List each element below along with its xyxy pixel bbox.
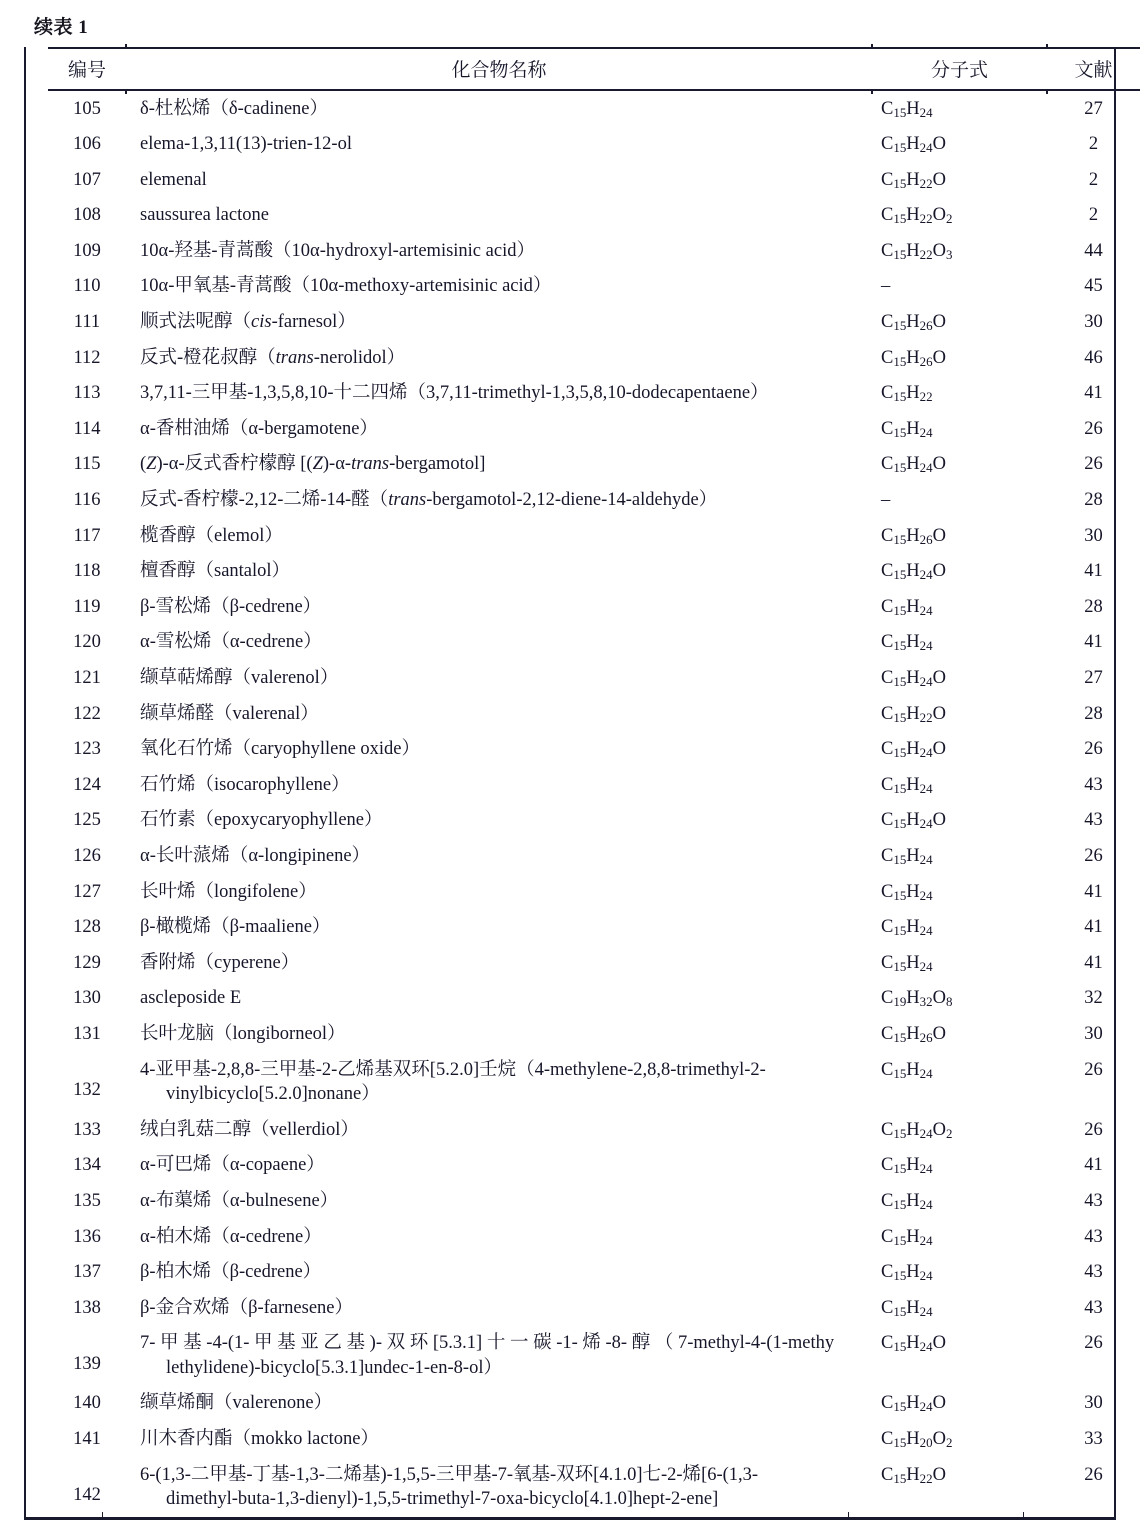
cell-no: 142 bbox=[73, 1485, 101, 1506]
cell-formula: $C_{15}H_{24}$ bbox=[881, 917, 933, 938]
cell-formula: $C_{15}H_{24}$ bbox=[881, 1059, 933, 1081]
cell-no: 106 bbox=[73, 134, 101, 155]
cell-compound-name: (Z)-α-反式香柠檬醇 [(Z)-α-trans-bergamotol] bbox=[140, 454, 486, 475]
table-left-border bbox=[24, 47, 26, 1517]
cell-compound-name: β-柏木烯（β-cedrene） bbox=[140, 1262, 322, 1283]
table-row bbox=[48, 518, 1140, 554]
cell-compound-name: 香附烯（cyperene） bbox=[140, 952, 300, 973]
cell-no: 126 bbox=[73, 845, 101, 866]
cell-no: 107 bbox=[73, 169, 101, 190]
table-row bbox=[48, 1016, 1140, 1052]
table-row bbox=[48, 447, 1140, 483]
cell-no: 120 bbox=[73, 632, 101, 653]
cell-reference: 41 bbox=[1084, 881, 1103, 902]
column-header-no: 编号 bbox=[48, 48, 126, 90]
cell-reference: 2 bbox=[1088, 205, 1099, 226]
table-row bbox=[48, 233, 1140, 269]
table-row bbox=[48, 554, 1140, 590]
cell-compound-name: 10α-甲氧基-青蒿酸（10α-methoxy-artemisinic acid） bbox=[140, 276, 552, 297]
cell-no: 132 bbox=[73, 1080, 101, 1101]
table-row bbox=[48, 1386, 1140, 1422]
cell-reference: 33 bbox=[1084, 1429, 1103, 1450]
table-row bbox=[48, 945, 1140, 981]
cell-no: 119 bbox=[73, 596, 101, 617]
cell-compound-name: α-香柑油烯（α-bergamotene） bbox=[140, 418, 378, 439]
cell-formula: $C_{15}H_{24}$ bbox=[881, 1155, 933, 1177]
table-header bbox=[48, 48, 1140, 90]
cell-formula: $C_{15}H_{24}$ bbox=[881, 1297, 933, 1319]
cell-reference: 30 bbox=[1084, 1023, 1103, 1044]
cell-no: 135 bbox=[73, 1190, 101, 1211]
cell-reference: 30 bbox=[1084, 1393, 1103, 1414]
table-row bbox=[48, 1457, 1140, 1517]
cell-reference: 26 bbox=[1084, 454, 1103, 475]
cell-formula: $C_{15}H_{24}O$ bbox=[881, 810, 946, 832]
cell-formula: $C_{15}H_{22}O$ bbox=[881, 169, 946, 191]
cell-reference: 2 bbox=[1088, 134, 1099, 155]
table-row bbox=[48, 1148, 1140, 1184]
cell-compound-name: 绒白乳菇二醇（vellerdiol） bbox=[140, 1119, 359, 1140]
cell-reference: 26 bbox=[1084, 739, 1103, 760]
cell-no: 140 bbox=[73, 1393, 101, 1414]
cell-no: 112 bbox=[73, 347, 101, 368]
cell-compound-name: 石竹烯（isocarophyllene） bbox=[140, 774, 350, 795]
cell-formula: $C_{15}H_{26}O$ bbox=[881, 1023, 946, 1045]
table-row bbox=[48, 305, 1140, 341]
table-right-border bbox=[1114, 47, 1116, 1517]
cell-reference: 28 bbox=[1084, 490, 1103, 511]
cell-compound-name: 10α-羟基-青蒿酸（10α-hydroxyl-artemisinic acid） bbox=[140, 240, 535, 261]
cell-reference: 30 bbox=[1084, 312, 1103, 333]
cell-compound-name: 氧化石竹烯（caryophyllene oxide） bbox=[140, 739, 421, 760]
cell-formula: $C_{19}H_{32}O_8$ bbox=[881, 988, 953, 1010]
cell-compound-name: β-雪松烯（β-cedrene） bbox=[140, 596, 322, 617]
cell-compound-name: α-长叶蒎烯（α-longipinene） bbox=[140, 845, 371, 866]
cell-reference: 43 bbox=[1084, 1297, 1103, 1318]
table-row bbox=[48, 767, 1140, 803]
cell-no: 122 bbox=[73, 703, 101, 724]
cell-compound-name: β-橄榄烯（β-maaliene） bbox=[140, 917, 331, 938]
table-row bbox=[48, 1219, 1140, 1255]
cell-no: 133 bbox=[73, 1119, 101, 1140]
cell-no: 128 bbox=[73, 917, 101, 938]
table-row bbox=[48, 1052, 1140, 1112]
cell-no: 131 bbox=[73, 1023, 101, 1044]
compound-name-line2: lethylidene)-bicyclo[5.3.1]undec-1-en-8-ol） bbox=[166, 1357, 502, 1378]
cell-reference: 44 bbox=[1084, 240, 1103, 261]
table-bottom-border bbox=[24, 1517, 1116, 1519]
compound-name-line1: 7- 甲 基 -4-(1- 甲 基 亚 乙 基 )- 双 环 [5.3.1] 十 一 碳 -1- 烯 -8- 醇 （ 7-methyl-4-(1-methy bbox=[140, 1333, 835, 1354]
cell-formula: $C_{15}H_{24}O$ bbox=[881, 668, 946, 689]
table-row bbox=[48, 589, 1140, 625]
cell-no: 121 bbox=[73, 668, 101, 688]
cell-formula: $C_{15}H_{20}O_2$ bbox=[881, 1429, 953, 1450]
cell-no: 110 bbox=[73, 276, 101, 297]
cell-formula: $C_{15}H_{24}O$ bbox=[881, 134, 946, 155]
cell-no: 109 bbox=[73, 240, 101, 261]
cell-compound-name: 长叶龙脑（longiborneol） bbox=[140, 1023, 346, 1044]
cell-formula: $C_{15}H_{24}$ bbox=[881, 632, 933, 654]
cell-compound-name: δ-杜松烯（δ-cadinene） bbox=[140, 98, 328, 119]
table-row bbox=[48, 1326, 1140, 1386]
cell-reference: 43 bbox=[1084, 1190, 1103, 1211]
cell-formula: $C_{15}H_{24}$ bbox=[881, 596, 933, 618]
cell-compound-name: 缬草烯酮（valerenone） bbox=[140, 1393, 333, 1414]
cell-no: 116 bbox=[73, 490, 101, 511]
cell-compound-name: β-金合欢烯（β-farnesene） bbox=[140, 1297, 354, 1318]
cell-reference: 43 bbox=[1084, 1262, 1103, 1283]
cell-reference: 2 bbox=[1088, 169, 1099, 190]
cell-compound-name: 榄香醇（elemol） bbox=[140, 525, 283, 546]
table-row bbox=[48, 411, 1140, 447]
cell-no: 108 bbox=[73, 205, 101, 226]
cell-no: 117 bbox=[73, 525, 101, 546]
cell-compound-name: 缬草萜烯醇（valerenol） bbox=[140, 668, 339, 688]
cell-no: 138 bbox=[73, 1297, 101, 1318]
cell-reference: 26 bbox=[1084, 1464, 1103, 1485]
cell-formula: $C_{15}H_{24}$ bbox=[881, 1262, 933, 1283]
cell-formula: $C_{15}H_{24}O$ bbox=[881, 1393, 946, 1415]
table-row bbox=[48, 1255, 1140, 1291]
table-row bbox=[48, 803, 1140, 839]
cell-compound-name: ascleposide E bbox=[140, 988, 242, 1009]
table-row bbox=[48, 483, 1140, 519]
column-header-compound-name: 化合物名称 bbox=[126, 48, 872, 90]
bottom-tick-2 bbox=[848, 1512, 849, 1517]
table-row bbox=[48, 127, 1140, 163]
cell-no: 129 bbox=[73, 952, 101, 973]
table-body bbox=[48, 90, 1140, 1517]
cell-no: 134 bbox=[73, 1155, 101, 1176]
cell-reference: 43 bbox=[1084, 810, 1103, 831]
cell-formula: $C_{15}H_{22}$ bbox=[881, 383, 933, 405]
cell-no: 137 bbox=[73, 1262, 101, 1283]
cell-compound-name bbox=[126, 1326, 872, 1386]
cell-compound-name: 顺式法呢醇（cis-farnesol） bbox=[140, 312, 356, 333]
cell-compound-name bbox=[126, 1052, 872, 1112]
cell-formula: – bbox=[881, 276, 891, 297]
cell-reference: 28 bbox=[1084, 703, 1103, 724]
table-row bbox=[48, 269, 1140, 305]
table-row bbox=[48, 198, 1140, 234]
cell-formula: – bbox=[881, 490, 891, 511]
table-row bbox=[48, 874, 1140, 910]
table-row bbox=[48, 625, 1140, 661]
cell-compound-name: saussurea lactone bbox=[140, 205, 269, 226]
cell-formula: $C_{15}H_{22}O$ bbox=[881, 703, 946, 725]
cell-reference: 28 bbox=[1084, 596, 1103, 617]
cell-reference: 41 bbox=[1084, 561, 1103, 582]
cell-reference: 43 bbox=[1084, 774, 1103, 795]
cell-reference: 41 bbox=[1084, 1155, 1103, 1176]
compound-table bbox=[48, 47, 1140, 1517]
cell-reference: 27 bbox=[1084, 668, 1103, 688]
cell-compound-name: 缬草烯醛（valerenal） bbox=[140, 703, 319, 724]
cell-no: 123 bbox=[73, 739, 101, 760]
column-header-formula: 分子式 bbox=[872, 48, 1047, 90]
continuation-table-label: 续表 1 bbox=[34, 17, 89, 38]
cell-reference: 41 bbox=[1084, 383, 1103, 404]
table-row bbox=[48, 90, 1140, 127]
bottom-tick-3 bbox=[1023, 1512, 1024, 1517]
cell-formula: $C_{15}H_{26}O$ bbox=[881, 347, 946, 369]
cell-formula: $C_{15}H_{24}$ bbox=[881, 1226, 933, 1248]
cell-compound-name: α-可巴烯（α-copaene） bbox=[140, 1155, 325, 1176]
table-header-row bbox=[48, 48, 1140, 90]
cell-reference: 26 bbox=[1084, 1059, 1103, 1080]
cell-formula: $C_{15}H_{22}O_2$ bbox=[881, 205, 953, 227]
compound-name-line2: vinylbicyclo[5.2.0]nonane） bbox=[166, 1084, 380, 1105]
cell-formula: $C_{15}H_{24}O_2$ bbox=[881, 1119, 953, 1141]
cell-compound-name: 川木香内酯（mokko lactone） bbox=[140, 1429, 379, 1450]
table-row bbox=[48, 910, 1140, 946]
cell-no: 130 bbox=[73, 988, 101, 1009]
cell-formula: $C_{15}H_{26}O$ bbox=[881, 525, 946, 547]
cell-reference: 43 bbox=[1084, 1226, 1103, 1247]
cell-reference: 41 bbox=[1084, 952, 1103, 973]
cell-compound-name: elema-1,3,11(13)-trien-12-ol bbox=[140, 134, 352, 155]
table-frame bbox=[24, 47, 1116, 1517]
cell-compound-name: 反式-橙花叔醇（trans-nerolidol） bbox=[140, 347, 406, 368]
cell-reference: 26 bbox=[1084, 418, 1103, 439]
cell-formula: $C_{15}H_{24}$ bbox=[881, 418, 933, 440]
cell-formula: $C_{15}H_{24}$ bbox=[881, 845, 933, 867]
cell-reference: 41 bbox=[1084, 917, 1103, 938]
cell-no: 141 bbox=[73, 1429, 101, 1450]
table-row bbox=[48, 1183, 1140, 1219]
column-header-reference: 文献 bbox=[1047, 48, 1140, 90]
cell-no: 113 bbox=[73, 383, 101, 404]
cell-formula: $C_{15}H_{24}$ bbox=[881, 952, 933, 974]
cell-no: 124 bbox=[73, 774, 101, 795]
bottom-tick-1 bbox=[102, 1512, 103, 1517]
cell-no: 105 bbox=[73, 98, 101, 119]
cell-no: 125 bbox=[73, 810, 101, 831]
table-row bbox=[48, 1290, 1140, 1326]
table-row bbox=[48, 696, 1140, 732]
cell-reference: 26 bbox=[1084, 1333, 1103, 1354]
cell-formula: $C_{15}H_{26}O$ bbox=[881, 312, 946, 333]
cell-compound-name: 檀香醇（santalol） bbox=[140, 561, 291, 582]
cell-formula: $C_{15}H_{24}$ bbox=[881, 774, 933, 796]
table-row bbox=[48, 838, 1140, 874]
cell-compound-name: 反式-香柠檬-2,12-二烯-14-醛（trans-bergamotol-2,12-diene-14-aldehyde） bbox=[140, 490, 718, 511]
cell-formula: $C_{15}H_{24}O$ bbox=[881, 454, 946, 476]
cell-formula: $C_{15}H_{24}$ bbox=[881, 1190, 933, 1212]
cell-no: 114 bbox=[73, 418, 101, 439]
cell-compound-name: elemenal bbox=[140, 169, 207, 190]
cell-reference: 26 bbox=[1084, 845, 1103, 866]
cell-formula: $C_{15}H_{24}$ bbox=[881, 881, 933, 903]
cell-compound-name bbox=[126, 1457, 872, 1517]
cell-reference: 27 bbox=[1084, 98, 1103, 119]
table-row bbox=[48, 376, 1140, 412]
cell-compound-name: α-雪松烯（α-cedrene） bbox=[140, 632, 322, 653]
cell-reference: 45 bbox=[1084, 276, 1103, 297]
compound-name-line1: 6-(1,3-二甲基-丁基-1,3-二烯基)-1,5,5-三甲基-7-氧基-双环[4.1.0]七-2-烯[6-(1,3- bbox=[140, 1464, 759, 1485]
compound-name-line2: dimethyl-buta-1,3-dienyl)-1,5,5-trimethyl-7-oxa-bicyclo[4.1.0]hept-2-ene] bbox=[166, 1489, 719, 1510]
cell-formula: $C_{15}H_{22}O$ bbox=[881, 1464, 946, 1486]
table-row bbox=[48, 732, 1140, 768]
compound-name-line1: 4-亚甲基-2,8,8-三甲基-2-乙烯基双环[5.2.0]壬烷（4-methylene-2,8,8-trimethyl-2- bbox=[140, 1059, 766, 1080]
cell-reference: 32 bbox=[1084, 988, 1103, 1009]
cell-no: 136 bbox=[73, 1226, 101, 1247]
cell-no: 111 bbox=[73, 312, 101, 333]
cell-reference: 26 bbox=[1084, 1119, 1103, 1140]
table-row bbox=[48, 340, 1140, 376]
table-row bbox=[48, 661, 1140, 697]
cell-compound-name: 3,7,11-三甲基-1,3,5,8,10-十二四烯（3,7,11-trimethyl-1,3,5,8,10-dodecapentaene） bbox=[140, 383, 769, 404]
table-row bbox=[48, 1422, 1140, 1458]
cell-formula: $C_{15}H_{24}O$ bbox=[881, 1333, 946, 1355]
cell-no: 115 bbox=[73, 454, 101, 475]
cell-formula: $C_{15}H_{24}$ bbox=[881, 98, 933, 120]
cell-formula: $C_{15}H_{24}O$ bbox=[881, 561, 946, 583]
cell-no: 127 bbox=[73, 881, 101, 902]
table-row bbox=[48, 1112, 1140, 1148]
cell-compound-name: 长叶烯（longifolene） bbox=[140, 881, 317, 902]
cell-reference: 30 bbox=[1084, 525, 1103, 546]
cell-compound-name: α-布蕖烯（α-bulnesene） bbox=[140, 1190, 339, 1211]
cell-compound-name: 石竹素（epoxycaryophyllene） bbox=[140, 810, 383, 831]
table-row bbox=[48, 162, 1140, 198]
cell-reference: 41 bbox=[1084, 632, 1103, 653]
cell-reference: 46 bbox=[1084, 347, 1103, 368]
table-row bbox=[48, 981, 1140, 1017]
cell-formula: $C_{15}H_{24}O$ bbox=[881, 739, 946, 761]
cell-compound-name: α-柏木烯（α-cedrene） bbox=[140, 1226, 322, 1247]
cell-formula: $C_{15}H_{22}O_3$ bbox=[881, 240, 953, 262]
cell-no: 118 bbox=[73, 561, 101, 582]
cell-no: 139 bbox=[73, 1353, 101, 1374]
